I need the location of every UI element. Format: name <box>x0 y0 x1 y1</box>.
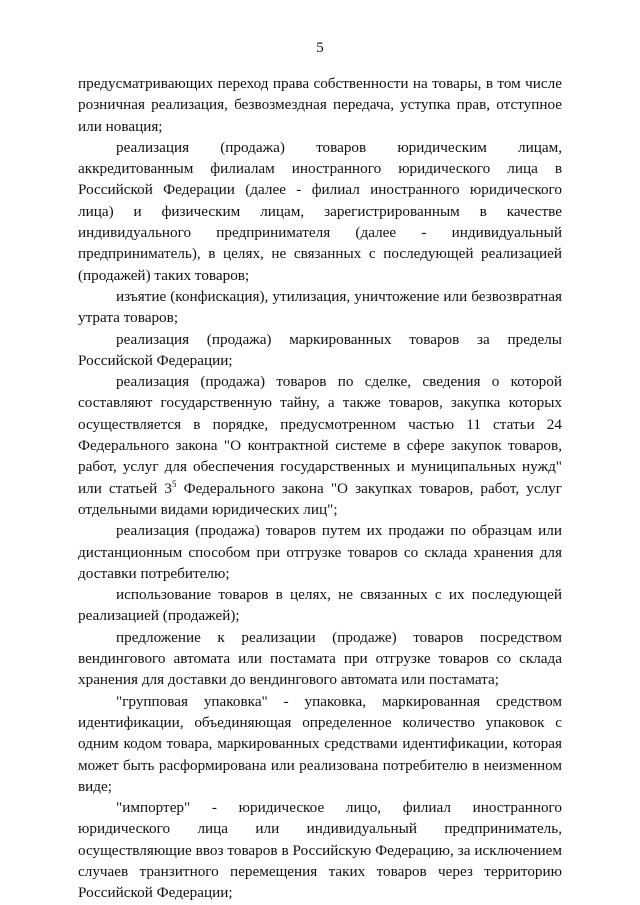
paragraph-text: реализация (продажа) товаров по сделке, сведения о которой составляют государственную тайну, а также товаров, закупка которых осуществляется в порядке, предусмотренном частью 11 статьи 24 Федерального закона "О контрактной системе в сфере закупок товаров, работ, услуг для обеспечения государственных и муниципальных нужд" или статьей 3 <box>78 373 562 497</box>
paragraph: реализация (продажа) товаров путем их продажи по образцам или дистанционным способом при отгрузке товаров со склада хранения для доставки потребителю; <box>78 522 562 582</box>
paragraph: изъятие (конфискация), утилизация, уничтожение или безвозвратная утрата товаров; <box>78 287 562 327</box>
paragraph: предусматривающих переход права собственности на товары, в том числе розничная реализация, безвозмездная передача, уступка прав, отступное или новация; <box>78 75 562 135</box>
paragraph: использование товаров в целях, не связанных с их последующей реализацией (продажей); <box>78 586 562 625</box>
paragraph: предложение к реализации (продаже) товаров посредством вендингового автомата или постамата при отгрузке товаров со склада хранения для доставки до вендингового автомата или постамата; <box>78 628 562 689</box>
page-number: 5 <box>316 40 324 56</box>
paragraph: "групповая упаковка" - упаковка, маркированная средством идентификации, объединяющая определенное количество упаковок с одним кодом товара, маркированных средствами идентификации, которая может быть расформирована или реализована потребителю в неизменном виде; <box>78 692 562 795</box>
paragraph: реализация (продажа) товаров юридическим лицам, аккредитованным филиалам иностранного юридического лица в Российской Федерации (далее - филиал иностранного юридического лица) и физическим лицам, зарегистрированным в качестве индивидуального предпринимателя (далее - индивидуальный предприниматель), в целях, не связанных с последующей реализацией (продажей) таких товаров; <box>78 138 562 284</box>
paragraph: реализация (продажа) маркированных товаров за пределы Российской Федерации; <box>78 330 562 369</box>
paragraph: "импортер" - юридическое лицо, филиал иностранного юридического лица или индивидуальный предприниматель, осуществляющие ввоз товаров в Российскую Федерацию, за исключением случаев транзитного перемещения таких товаров через территорию Российской Федерации; <box>78 799 562 902</box>
paragraph <box>78 371 562 520</box>
paragraph-text: Федерального закона "О закупках товаров, работ, услуг отдельными видами юридических лиц"; <box>78 479 562 518</box>
superscript: 5 <box>172 478 177 489</box>
document-body <box>78 73 562 904</box>
